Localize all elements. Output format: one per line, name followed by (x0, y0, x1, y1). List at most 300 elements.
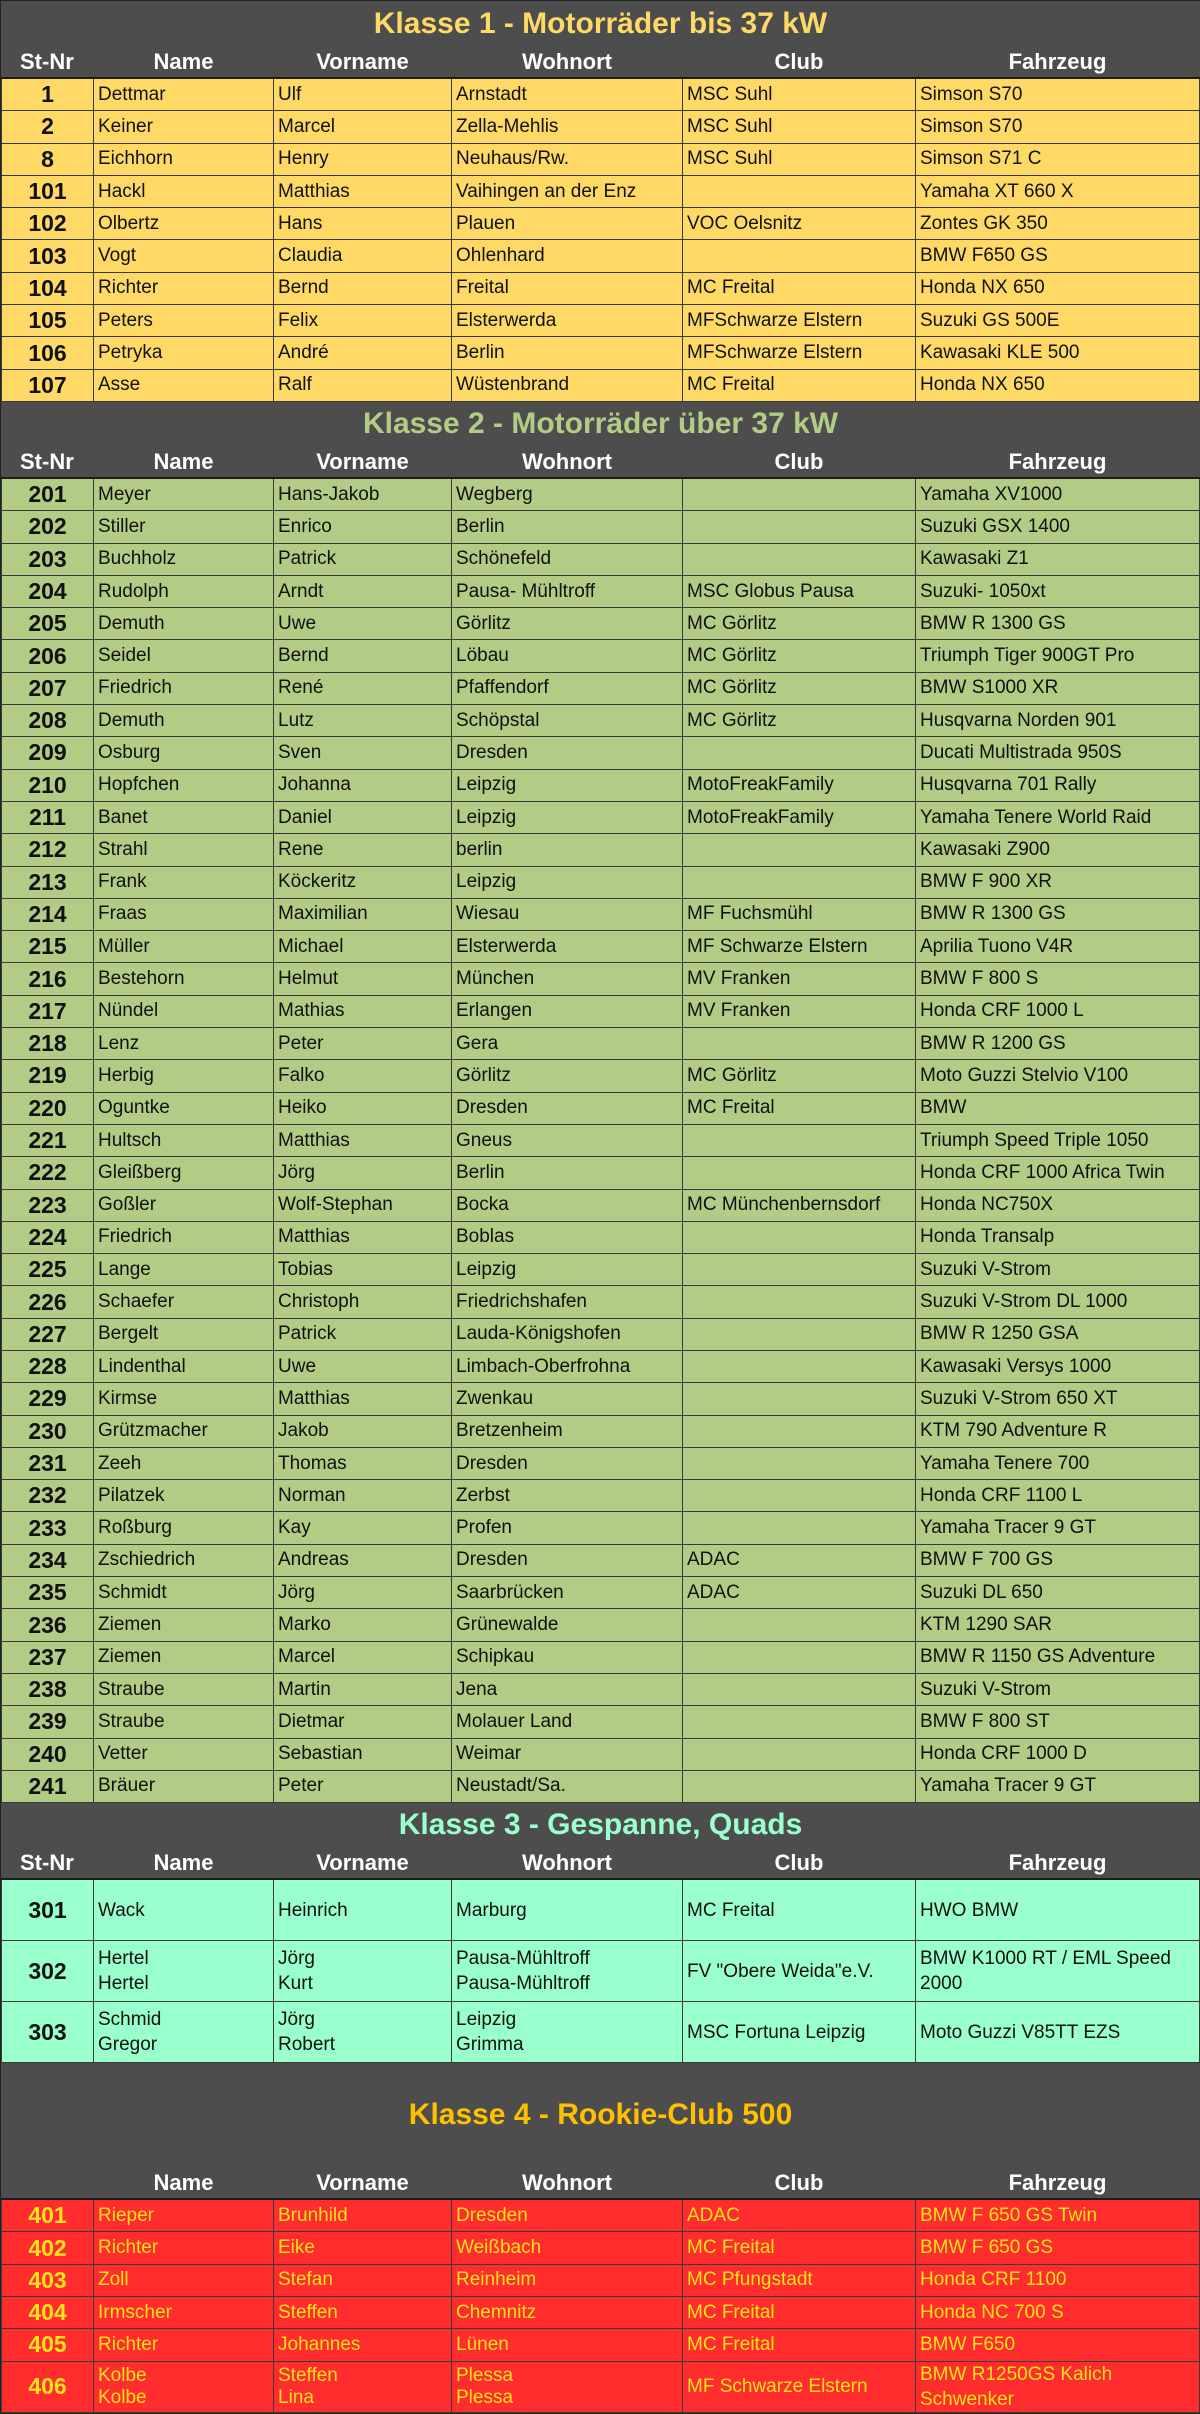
cell-start-number: 204 (2, 575, 94, 607)
cell-club: MC Freital (683, 2329, 916, 2361)
cell-club (683, 834, 916, 866)
cell-wohnort: Leipzig (452, 769, 683, 801)
class-title: Klasse 4 - Rookie-Club 500 (2, 2063, 1200, 2168)
column-header-club: Club (683, 1848, 916, 1880)
cell-wohnort: Wiesau (452, 898, 683, 930)
cell-name: Rieper (94, 2199, 274, 2232)
column-header-start-number (2, 2168, 94, 2200)
cell-start-number: 241 (2, 1770, 94, 1802)
cell-club: MV Franken (683, 995, 916, 1027)
cell-start-number: 224 (2, 1221, 94, 1253)
cell-name: Friedrich (94, 672, 274, 704)
table-row (2, 995, 1200, 1027)
cell-vorname: Dietmar (274, 1706, 452, 1738)
cell-wohnort: Leipzig (452, 866, 683, 898)
cell-name: Dettmar (94, 78, 274, 111)
cell-fahrzeug: Aprilia Tuono V4R (916, 931, 1200, 963)
table-row (2, 208, 1200, 240)
cell-vorname: Johannes (274, 2329, 452, 2361)
cell-club (683, 737, 916, 769)
table-row (2, 866, 1200, 898)
cell-vorname: Kay (274, 1512, 452, 1544)
cell-start-number: 225 (2, 1254, 94, 1286)
cell-start-number: 203 (2, 543, 94, 575)
cell-start-number: 405 (2, 2329, 94, 2361)
table-row (2, 705, 1200, 737)
cell-start-number: 215 (2, 931, 94, 963)
cell-wohnort: Elsterwerda (452, 305, 683, 337)
cell-name: Richter (94, 2232, 274, 2264)
table-row (2, 1879, 1200, 1941)
cell-club (683, 1415, 916, 1447)
cell-fahrzeug: BMW R 1200 GS (916, 1028, 1200, 1060)
cell-fahrzeug: Honda CRF 1000 D (916, 1738, 1200, 1770)
cell-vorname: Brunhild (274, 2199, 452, 2232)
table-row (2, 111, 1200, 143)
cell-club: MF Schwarze Elstern (683, 931, 916, 963)
cell-vorname: Wolf-Stephan (274, 1189, 452, 1221)
cell-name: Richter (94, 272, 274, 304)
cell-start-number: 2 (2, 111, 94, 143)
table-row (2, 2002, 1200, 2063)
cell-name: Meyer (94, 478, 274, 511)
column-header-start-number: St-Nr (2, 446, 94, 478)
table-row (2, 834, 1200, 866)
cell-club (683, 1350, 916, 1382)
cell-wohnort: Pausa- Mühltroff (452, 575, 683, 607)
cell-wohnort: Lauda-Königshofen (452, 1318, 683, 1350)
cell-fahrzeug: BMW R 1150 GS Adventure (916, 1641, 1200, 1673)
cell-fahrzeug: BMW R 1300 GS (916, 608, 1200, 640)
cell-start-number: 105 (2, 305, 94, 337)
cell-wohnort: Pfaffendorf (452, 672, 683, 704)
cell-wohnort: Vaihingen an der Enz (452, 175, 683, 207)
cell-wohnort: Wegberg (452, 478, 683, 511)
cell-fahrzeug: Simson S71 C (916, 143, 1200, 175)
cell-start-number: 238 (2, 1673, 94, 1705)
cell-vorname: Rene (274, 834, 452, 866)
cell-fahrzeug: Honda CRF 1000 L (916, 995, 1200, 1027)
class-title-row (2, 401, 1200, 446)
cell-wohnort: Marburg (452, 1879, 683, 1941)
cell-vorname: Eike (274, 2232, 452, 2264)
cell-club: ADAC (683, 2199, 916, 2232)
table-row (2, 2329, 1200, 2361)
cell-vorname: Sebastian (274, 1738, 452, 1770)
cell-vorname: Peter (274, 1028, 452, 1060)
cell-club: MFSchwarze Elstern (683, 337, 916, 369)
cell-start-number: 208 (2, 705, 94, 737)
table-row (2, 1124, 1200, 1156)
cell-start-number: 1 (2, 78, 94, 111)
cell-fahrzeug: Honda CRF 1100 (916, 2264, 1200, 2296)
table-row (2, 769, 1200, 801)
class-section-k3 (2, 1803, 1200, 2063)
cell-vorname: Ralf (274, 369, 452, 401)
cell-fahrzeug: Simson S70 (916, 78, 1200, 111)
cell-fahrzeug: BMW F 650 GS (916, 2232, 1200, 2264)
column-header-vorname: Vorname (274, 446, 452, 478)
cell-wohnort: Görlitz (452, 608, 683, 640)
cell-club (683, 1609, 916, 1641)
cell-vorname: Martin (274, 1673, 452, 1705)
cell-club: MotoFreakFamily (683, 801, 916, 833)
cell-wohnort: Berlin (452, 1157, 683, 1189)
cell-vorname: Jörg (274, 1577, 452, 1609)
table-row (2, 2199, 1200, 2232)
cell-start-number: 102 (2, 208, 94, 240)
cell-wohnort: Schönefeld (452, 543, 683, 575)
cell-wohnort: Weißbach (452, 2232, 683, 2264)
cell-name: Ziemen (94, 1609, 274, 1641)
cell-name: Asse (94, 369, 274, 401)
cell-club (683, 1480, 916, 1512)
cell-wohnort: Gera (452, 1028, 683, 1060)
cell-name: Kolbe Kolbe (94, 2361, 274, 2412)
cell-name: Peters (94, 305, 274, 337)
cell-start-number: 302 (2, 1941, 94, 2002)
cell-name: Demuth (94, 608, 274, 640)
table-row (2, 1770, 1200, 1802)
cell-wohnort: Jena (452, 1673, 683, 1705)
cell-vorname: Helmut (274, 963, 452, 995)
cell-club: MC Pfungstadt (683, 2264, 916, 2296)
cell-club: ADAC (683, 1577, 916, 1609)
cell-wohnort: Görlitz (452, 1060, 683, 1092)
cell-vorname: Patrick (274, 1318, 452, 1350)
table-row (2, 608, 1200, 640)
table-row (2, 1941, 1200, 2002)
cell-start-number: 206 (2, 640, 94, 672)
cell-name: Olbertz (94, 208, 274, 240)
cell-start-number: 213 (2, 866, 94, 898)
cell-club (683, 1770, 916, 1802)
cell-wohnort: Boblas (452, 1221, 683, 1253)
cell-wohnort: Zwenkau (452, 1383, 683, 1415)
class-title-row (2, 1803, 1200, 1848)
cell-club (683, 1028, 916, 1060)
cell-club: MV Franken (683, 963, 916, 995)
cell-club (683, 1286, 916, 1318)
cell-vorname: Steffen Lina (274, 2361, 452, 2412)
cell-fahrzeug: Suzuki V-Strom (916, 1673, 1200, 1705)
cell-start-number: 301 (2, 1879, 94, 1941)
cell-start-number: 106 (2, 337, 94, 369)
column-header-vorname: Vorname (274, 1848, 452, 1880)
cell-club: MC Görlitz (683, 705, 916, 737)
column-header-row (2, 446, 1200, 478)
table-row (2, 672, 1200, 704)
cell-fahrzeug: Yamaha XV1000 (916, 478, 1200, 511)
cell-wohnort: Neuhaus/Rw. (452, 143, 683, 175)
table-row (2, 2264, 1200, 2296)
cell-wohnort: Bocka (452, 1189, 683, 1221)
cell-name: Straube (94, 1706, 274, 1738)
cell-club (683, 866, 916, 898)
cell-start-number: 233 (2, 1512, 94, 1544)
cell-name: Bräuer (94, 1770, 274, 1802)
cell-vorname: Hans-Jakob (274, 478, 452, 511)
cell-vorname: Uwe (274, 608, 452, 640)
cell-club (683, 240, 916, 272)
cell-vorname: Christoph (274, 1286, 452, 1318)
cell-vorname: Norman (274, 1480, 452, 1512)
cell-club: ADAC (683, 1544, 916, 1576)
cell-vorname: Peter (274, 1770, 452, 1802)
cell-name: Vetter (94, 1738, 274, 1770)
cell-vorname: René (274, 672, 452, 704)
cell-start-number: 227 (2, 1318, 94, 1350)
table-row (2, 1415, 1200, 1447)
column-header-club: Club (683, 2168, 916, 2200)
cell-vorname: Köckeritz (274, 866, 452, 898)
cell-wohnort: Lünen (452, 2329, 683, 2361)
cell-vorname: Tobias (274, 1254, 452, 1286)
cell-fahrzeug: BMW F650 GS (916, 240, 1200, 272)
cell-fahrzeug: Kawasaki Versys 1000 (916, 1350, 1200, 1382)
cell-club (683, 1124, 916, 1156)
cell-start-number: 217 (2, 995, 94, 1027)
table-row (2, 1447, 1200, 1479)
cell-name: Bergelt (94, 1318, 274, 1350)
column-header-fahrzeug: Fahrzeug (916, 47, 1200, 79)
cell-vorname: Ulf (274, 78, 452, 111)
column-header-start-number: St-Nr (2, 1848, 94, 1880)
cell-vorname: Hans (274, 208, 452, 240)
cell-club: MC Freital (683, 1879, 916, 1941)
cell-fahrzeug: BMW R1250GS Kalich Schwenker (916, 2361, 1200, 2412)
column-header-fahrzeug: Fahrzeug (916, 1848, 1200, 1880)
cell-club: MSC Suhl (683, 143, 916, 175)
cell-start-number: 221 (2, 1124, 94, 1156)
cell-name: Hopfchen (94, 769, 274, 801)
column-header-vorname: Vorname (274, 47, 452, 79)
cell-name: Eichhorn (94, 143, 274, 175)
cell-fahrzeug: Kawasaki KLE 500 (916, 337, 1200, 369)
cell-club (683, 511, 916, 543)
cell-club (683, 1318, 916, 1350)
cell-name: Hackl (94, 175, 274, 207)
cell-vorname: Henry (274, 143, 452, 175)
cell-fahrzeug: Husqvarna Norden 901 (916, 705, 1200, 737)
cell-name: Vogt (94, 240, 274, 272)
table-row (2, 1706, 1200, 1738)
cell-start-number: 8 (2, 143, 94, 175)
cell-vorname: Thomas (274, 1447, 452, 1479)
cell-start-number: 404 (2, 2297, 94, 2329)
cell-club (683, 1673, 916, 1705)
cell-vorname: Maximilian (274, 898, 452, 930)
cell-fahrzeug: BMW (916, 1092, 1200, 1124)
cell-wohnort: Gneus (452, 1124, 683, 1156)
cell-wohnort: Freital (452, 272, 683, 304)
cell-start-number: 223 (2, 1189, 94, 1221)
cell-wohnort: Berlin (452, 337, 683, 369)
cell-club (683, 1738, 916, 1770)
cell-club: MC Freital (683, 2232, 916, 2264)
cell-vorname: Andreas (274, 1544, 452, 1576)
table-row (2, 305, 1200, 337)
cell-name: Goßler (94, 1189, 274, 1221)
cell-start-number: 402 (2, 2232, 94, 2264)
cell-vorname: Jörg (274, 1157, 452, 1189)
cell-name: Schmidt (94, 1577, 274, 1609)
cell-club: FV "Obere Weida"e.V. (683, 1941, 916, 2002)
table-row (2, 1512, 1200, 1544)
cell-name: Zoll (94, 2264, 274, 2296)
cell-start-number: 209 (2, 737, 94, 769)
cell-fahrzeug: Triumph Speed Triple 1050 (916, 1124, 1200, 1156)
column-header-wohnort: Wohnort (452, 47, 683, 79)
cell-vorname: Claudia (274, 240, 452, 272)
cell-club (683, 1706, 916, 1738)
class-title: Klasse 3 - Gespanne, Quads (2, 1803, 1200, 1848)
cell-fahrzeug: BMW F 900 XR (916, 866, 1200, 898)
table-row (2, 143, 1200, 175)
cell-fahrzeug: Honda CRF 1100 L (916, 1480, 1200, 1512)
cell-start-number: 101 (2, 175, 94, 207)
table-row (2, 175, 1200, 207)
cell-vorname: Johanna (274, 769, 452, 801)
cell-start-number: 235 (2, 1577, 94, 1609)
cell-name: Pilatzek (94, 1480, 274, 1512)
column-header-row (2, 2168, 1200, 2200)
cell-wohnort: Molauer Land (452, 1706, 683, 1738)
cell-fahrzeug: Yamaha Tracer 9 GT (916, 1770, 1200, 1802)
table-row (2, 1641, 1200, 1673)
cell-wohnort: Zella-Mehlis (452, 111, 683, 143)
cell-name: Roßburg (94, 1512, 274, 1544)
cell-wohnort: Leipzig (452, 801, 683, 833)
cell-vorname: Stefan (274, 2264, 452, 2296)
cell-wohnort: Leipzig (452, 1254, 683, 1286)
cell-vorname: Michael (274, 931, 452, 963)
cell-wohnort: Zerbst (452, 1480, 683, 1512)
cell-fahrzeug: Yamaha Tenere World Raid (916, 801, 1200, 833)
cell-wohnort: Erlangen (452, 995, 683, 1027)
cell-name: Lindenthal (94, 1350, 274, 1382)
cell-name: Irmscher (94, 2297, 274, 2329)
cell-fahrzeug: Moto Guzzi Stelvio V100 (916, 1060, 1200, 1092)
cell-vorname: Marcel (274, 1641, 452, 1673)
table-row (2, 511, 1200, 543)
cell-name: Fraas (94, 898, 274, 930)
cell-club: MC Görlitz (683, 640, 916, 672)
cell-start-number: 211 (2, 801, 94, 833)
table-row (2, 337, 1200, 369)
table-row (2, 1738, 1200, 1770)
cell-fahrzeug: Zontes GK 350 (916, 208, 1200, 240)
cell-vorname: Matthias (274, 1124, 452, 1156)
cell-club (683, 1512, 916, 1544)
cell-fahrzeug: Yamaha XT 660 X (916, 175, 1200, 207)
cell-fahrzeug: Suzuki GSX 1400 (916, 511, 1200, 543)
table-row (2, 575, 1200, 607)
column-header-name: Name (94, 446, 274, 478)
cell-start-number: 207 (2, 672, 94, 704)
cell-fahrzeug: Suzuki DL 650 (916, 1577, 1200, 1609)
cell-wohnort: Weimar (452, 1738, 683, 1770)
class-title-row (2, 2, 1200, 47)
column-header-name: Name (94, 2168, 274, 2200)
cell-wohnort: München (452, 963, 683, 995)
table-row (2, 640, 1200, 672)
table-row (2, 78, 1200, 111)
cell-start-number: 219 (2, 1060, 94, 1092)
cell-wohnort: Grünewalde (452, 1609, 683, 1641)
table-row (2, 1157, 1200, 1189)
starter-table (1, 1, 1200, 2413)
cell-fahrzeug: Honda NX 650 (916, 272, 1200, 304)
cell-club: MotoFreakFamily (683, 769, 916, 801)
cell-wohnort: Elsterwerda (452, 931, 683, 963)
cell-name: Rudolph (94, 575, 274, 607)
cell-fahrzeug: Simson S70 (916, 111, 1200, 143)
cell-start-number: 216 (2, 963, 94, 995)
cell-wohnort: Plauen (452, 208, 683, 240)
cell-name: Hultsch (94, 1124, 274, 1156)
cell-start-number: 214 (2, 898, 94, 930)
cell-start-number: 401 (2, 2199, 94, 2232)
cell-fahrzeug: Honda NX 650 (916, 369, 1200, 401)
column-header-wohnort: Wohnort (452, 446, 683, 478)
table-row (2, 1092, 1200, 1124)
cell-start-number: 236 (2, 1609, 94, 1641)
table-row (2, 272, 1200, 304)
cell-fahrzeug: Honda CRF 1000 Africa Twin (916, 1157, 1200, 1189)
cell-club (683, 1157, 916, 1189)
cell-vorname: Steffen (274, 2297, 452, 2329)
cell-wohnort: Pausa-Mühltroff Pausa-Mühltroff (452, 1941, 683, 2002)
cell-club: MC Münchenbernsdorf (683, 1189, 916, 1221)
class-title-row (2, 2063, 1200, 2168)
cell-fahrzeug: Ducati Multistrada 950S (916, 737, 1200, 769)
cell-name: Grützmacher (94, 1415, 274, 1447)
cell-club (683, 1447, 916, 1479)
cell-start-number: 240 (2, 1738, 94, 1770)
cell-vorname: Felix (274, 305, 452, 337)
column-header-club: Club (683, 47, 916, 79)
cell-fahrzeug: Kawasaki Z900 (916, 834, 1200, 866)
cell-name: Buchholz (94, 543, 274, 575)
cell-name: Seidel (94, 640, 274, 672)
cell-vorname: Bernd (274, 640, 452, 672)
cell-fahrzeug: Yamaha Tenere 700 (916, 1447, 1200, 1479)
cell-club: MSC Suhl (683, 111, 916, 143)
table-row (2, 478, 1200, 511)
table-row (2, 369, 1200, 401)
cell-fahrzeug: BMW F 650 GS Twin (916, 2199, 1200, 2232)
cell-fahrzeug: Husqvarna 701 Rally (916, 769, 1200, 801)
cell-fahrzeug: Honda Transalp (916, 1221, 1200, 1253)
cell-start-number: 226 (2, 1286, 94, 1318)
cell-fahrzeug: BMW S1000 XR (916, 672, 1200, 704)
cell-club: MF Fuchsmühl (683, 898, 916, 930)
cell-start-number: 239 (2, 1706, 94, 1738)
column-header-fahrzeug: Fahrzeug (916, 2168, 1200, 2200)
cell-wohnort: Ohlenhard (452, 240, 683, 272)
cell-fahrzeug: BMW F 700 GS (916, 1544, 1200, 1576)
cell-club: MC Freital (683, 272, 916, 304)
cell-start-number: 232 (2, 1480, 94, 1512)
cell-fahrzeug: BMW K1000 RT / EML Speed 2000 (916, 1941, 1200, 2002)
table-row (2, 1577, 1200, 1609)
cell-wohnort: Wüstenbrand (452, 369, 683, 401)
cell-club (683, 1254, 916, 1286)
cell-start-number: 237 (2, 1641, 94, 1673)
cell-vorname: Heiko (274, 1092, 452, 1124)
cell-club: MC Görlitz (683, 608, 916, 640)
